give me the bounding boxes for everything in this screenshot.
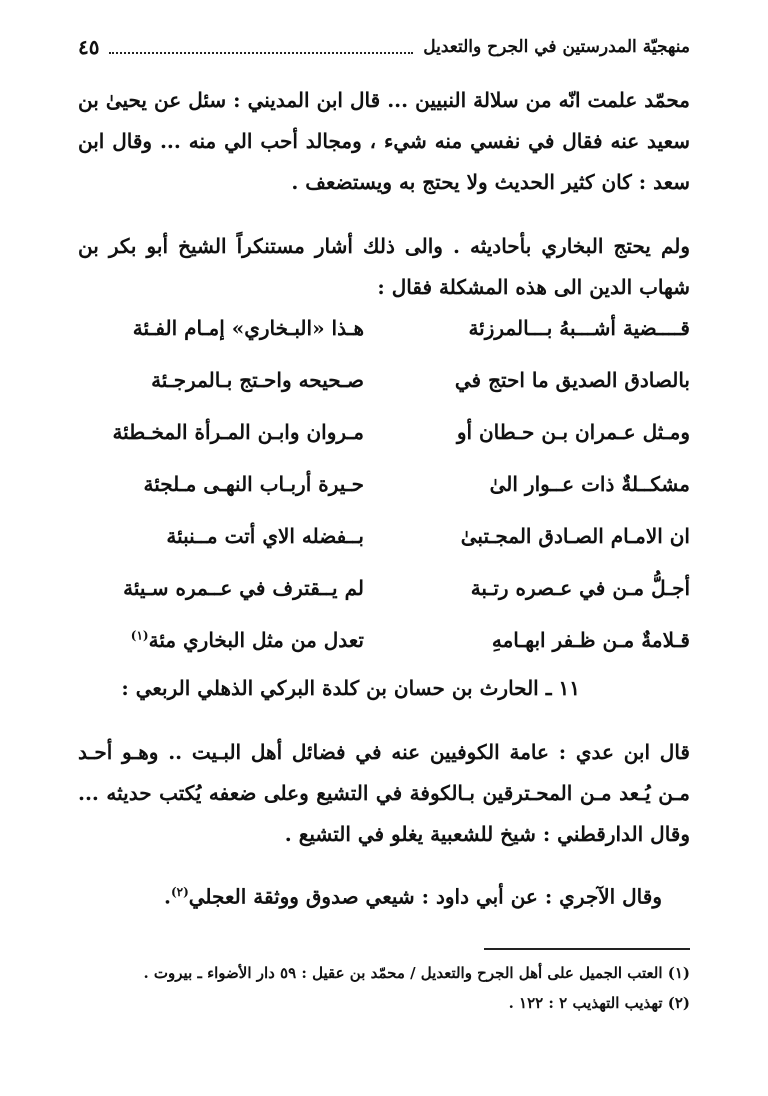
- poem-verse: [78, 316, 690, 356]
- verse-second-hemistich: بــفضله الاي أتت مــنبئة: [166, 524, 364, 548]
- verse-second-hemistich-text: تعدل من مثل البخاري مئة: [148, 628, 364, 652]
- footnotes: [78, 958, 690, 1018]
- section-heading: [78, 676, 690, 700]
- verse-second-hemistich: هـذا «البـخاري» إمـام الفـئة: [132, 316, 364, 340]
- verse-first-hemistich: أجـلُّ مـن في عـصره رتـبة: [470, 576, 690, 600]
- verse-first-hemistich: قـلامةٌ مـن ظـفر ابهـامهِ: [491, 628, 690, 652]
- poem-verse: [78, 472, 690, 512]
- page-number: ٤٥: [78, 35, 100, 59]
- paragraph-4: [78, 872, 690, 918]
- poem-verse: [78, 524, 690, 564]
- paragraph-3: قال ابن عدي : عامة الكوفيين عنه في فضائل أهل البـيت .. وهـو أحـد مـن يُـعد مـن المحـترقين بـالكوفة في التشيع وعلى ضعفه يُكتب حديثه ... وقال الدارقطني : شيخ للشعبية يغلو في التشيع .: [78, 740, 690, 846]
- footnote-marker[interactable]: (١): [130, 628, 149, 643]
- paragraph-4-text: وقال الآجري : عن أبي داود : شيعي صدوق ووثقة العجلي: [188, 884, 662, 909]
- verse-first-hemistich: مشكــلةٌ ذات عــوار الىٰ: [489, 472, 690, 496]
- leader-dots: [109, 52, 413, 54]
- paragraph-1: محمّد علمت انّه من سلالة النبيين ... قال ابن المديني : سئل عن يحيىٰ بن سعيد عنه فقال في نفسي منه شيء ، ومجالد أحب الي منه ... وقال ابن سعد : كان كثير الحديث ولا يحتج به ويستضعف .: [78, 88, 690, 194]
- verse-second-hemistich: لم يــقترف في عــمره سـيئة: [123, 576, 364, 600]
- verse-second-hemistich: حـيرة أربـاب النهـى مـلجئة: [143, 472, 364, 496]
- paragraph-4-end: .: [163, 884, 171, 909]
- verse-second-hemistich: مـروان وابـن المـرأة المخـطئة: [112, 420, 364, 444]
- poem-verse: [78, 420, 690, 460]
- verse-first-hemistich: قــــضية أشـــبهُ بـــالمرزئة: [468, 316, 690, 340]
- verse-second-hemistich: صـحيحه واحـتج بـالمرجـئة: [151, 368, 364, 392]
- running-title: منهجيّة المدرستين في الجرح والتعديل: [423, 37, 690, 57]
- footnote-marker[interactable]: (٢): [170, 885, 189, 899]
- paragraph-2: ولم يحتج البخاري بأحاديثه . والى ذلك أشار مستنكراً الشيخ أبو بكر بن شهاب الدين الى هذه المشكلة فقال :: [78, 234, 690, 299]
- footnote-2: (٢) تهذيب التهذيب ٢ : ١٢٢ .: [508, 994, 690, 1012]
- poem-verse: [78, 576, 690, 616]
- verse-first-hemistich: ومـثل عـمران بـن حـطان أو: [456, 420, 690, 444]
- paragraph-4-line: [78, 872, 690, 918]
- poem-verse: [78, 628, 690, 668]
- verse-second-hemistich: [114, 628, 364, 652]
- footnote-separator: [484, 948, 690, 950]
- section-heading-text: ١١ ـ الحارث بن حسان بن كلدة البركي الذهلي الربعي :: [121, 676, 580, 700]
- footnote-1: (١) العتب الجميل على أهل الجرح والتعديل / محمّد بن عقيل : ٥٩ دار الأضواء ـ بيروت .: [143, 964, 690, 982]
- verse-first-hemistich: بالصادق الصديق ما احتج في: [454, 368, 690, 392]
- verse-first-hemistich: ان الامـام الصـادق المجـتبىٰ: [460, 524, 690, 548]
- poem-verse: [78, 368, 690, 408]
- running-header: [78, 30, 690, 64]
